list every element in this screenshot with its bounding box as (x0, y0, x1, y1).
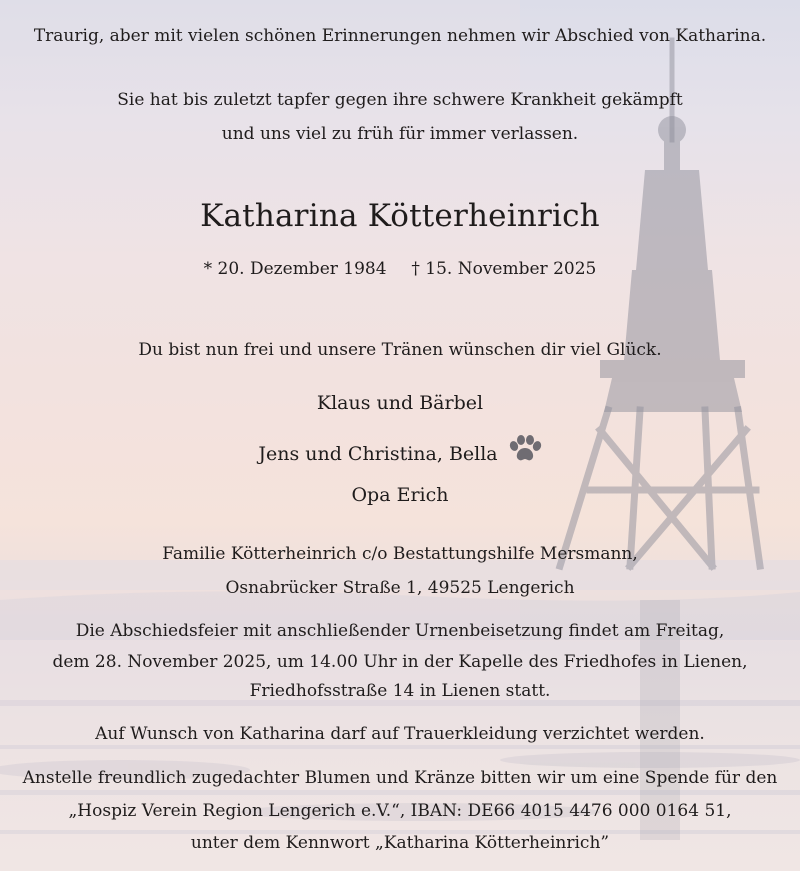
quote: Du bist nun frei und unsere Tränen wünschen dir viel Glück. (138, 340, 662, 360)
donation-line-3: unter dem Kennwort „Katharina Kötterheinrich” (190, 833, 610, 853)
donation-line-1: Anstelle freundlich zugedachter Blumen und Kränze bitten wir um eine Spende für den (22, 768, 778, 788)
service-line-3: Friedhofsstraße 14 in Lienen statt. (249, 681, 551, 701)
dress-code-note: Auf Wunsch von Katharina darf auf Trauerkleidung verzichtet werden. (95, 724, 705, 744)
mourner-line-3: Opa Erich (351, 484, 449, 506)
service-line-2: dem 28. November 2025, um 14.00 Uhr in der Kapelle des Friedhofes in Lienen, (52, 652, 748, 672)
mourner-line-2 (0, 437, 800, 473)
address-line-1: Familie Kötterheinrich c/o Bestattungshilfe Mersmann, (162, 544, 638, 564)
mourner-line-1: Klaus und Bärbel (316, 392, 484, 414)
intro-line-2: Sie hat bis zuletzt tapfer gegen ihre schwere Krankheit gekämpft (117, 90, 683, 110)
service-line-1: Die Abschiedsfeier mit anschließender Urnenbeisetzung findet am Freitag, (75, 621, 725, 641)
donation-line-2: „Hospiz Verein Region Lengerich e.V.“, IBAN: DE66 4015 4476 000 0164 51, (68, 801, 732, 821)
address-line-2: Osnabrücker Straße 1, 49525 Lengerich (225, 578, 575, 598)
deceased-name: Katharina Kötterheinrich (200, 198, 600, 234)
intro-line-3: und uns viel zu früh für immer verlassen. (221, 124, 579, 144)
intro-line-1: Traurig, aber mit vielen schönen Erinnerungen nehmen wir Abschied von Katharina. (33, 26, 767, 46)
birth-date: * 20. Dezember 1984 (203, 259, 387, 279)
death-date: † 15. November 2025 (411, 259, 597, 279)
life-dates (0, 259, 800, 279)
mourner-line-2-text: Jens und Christina, Bella (258, 443, 498, 465)
paw-print-icon (508, 434, 542, 470)
